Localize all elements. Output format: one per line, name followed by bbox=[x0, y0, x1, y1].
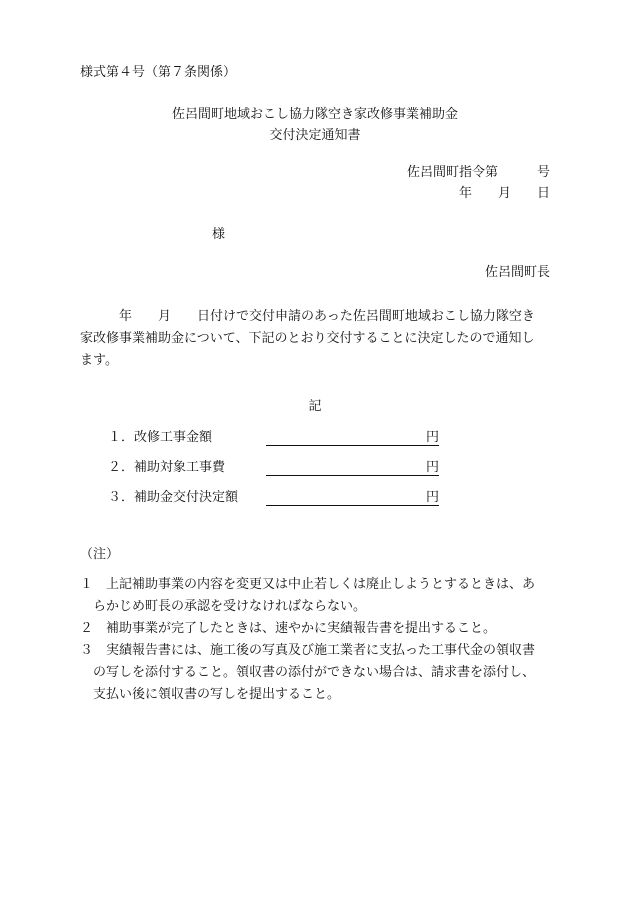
notes-heading: （注） bbox=[80, 547, 120, 562]
amount-blank-line bbox=[266, 491, 439, 506]
form-number: 様式第４号（第７条関係） bbox=[80, 65, 237, 80]
note-line: らかじめ町長の承認を受けなければならない。 bbox=[93, 599, 367, 614]
ki-heading: 記 bbox=[308, 399, 322, 414]
note-line: ３ 実績報告書には、施工後の写真及び施工業者に支払った工事代金の領収書 bbox=[80, 643, 536, 658]
title-line-2: 交付決定通知書 bbox=[269, 128, 361, 143]
note-line: ２ 補助事業が完了したときは、速やかに実績報告書を提出すること。 bbox=[80, 621, 497, 636]
notes-list bbox=[80, 574, 552, 706]
addressee-suffix: 様 bbox=[212, 227, 226, 242]
reference-date: 年 月 日 bbox=[458, 186, 550, 201]
sender: 佐呂間町長 bbox=[484, 265, 550, 280]
body-text bbox=[80, 306, 552, 372]
note-line: 支払い後に領収書の写しを提出すること。 bbox=[93, 687, 341, 702]
body-line: 年 月 日付けで交付申請のあった佐呂間町地域おこし協力隊空き bbox=[80, 309, 535, 324]
amount-item bbox=[108, 491, 448, 507]
note-item bbox=[80, 618, 552, 640]
amount-item-label: ３．補助金交付決定額 bbox=[108, 490, 239, 505]
body-line: 家改修事業補助金について、下記のとおり交付することに決定したので通知し bbox=[80, 331, 535, 346]
title-line-1: 佐呂間町地域おこし協力隊空き家改修事業補助金 bbox=[171, 107, 458, 122]
amount-blank-line bbox=[266, 431, 439, 446]
note-item bbox=[80, 574, 552, 618]
note-line: １ 上記補助事業の内容を変更又は中止若しくは廃止しようとするときは、あ bbox=[80, 577, 536, 592]
amount-item bbox=[108, 431, 448, 447]
amount-item-label: ２．補助対象工事費 bbox=[108, 460, 226, 475]
amount-item-label: １．改修工事金額 bbox=[108, 430, 213, 445]
yen-unit: 円 bbox=[425, 460, 439, 475]
amount-blank-line bbox=[266, 461, 439, 476]
yen-unit: 円 bbox=[425, 430, 439, 445]
note-line: の写しを添付すること。領収書の添付ができない場合は、請求書を添付し、 bbox=[93, 665, 536, 680]
reference-number: 佐呂間町指令第 号 bbox=[406, 165, 550, 180]
body-line: ます。 bbox=[80, 353, 118, 368]
note-item bbox=[80, 640, 552, 706]
yen-unit: 円 bbox=[425, 490, 439, 505]
amount-item bbox=[108, 461, 448, 477]
